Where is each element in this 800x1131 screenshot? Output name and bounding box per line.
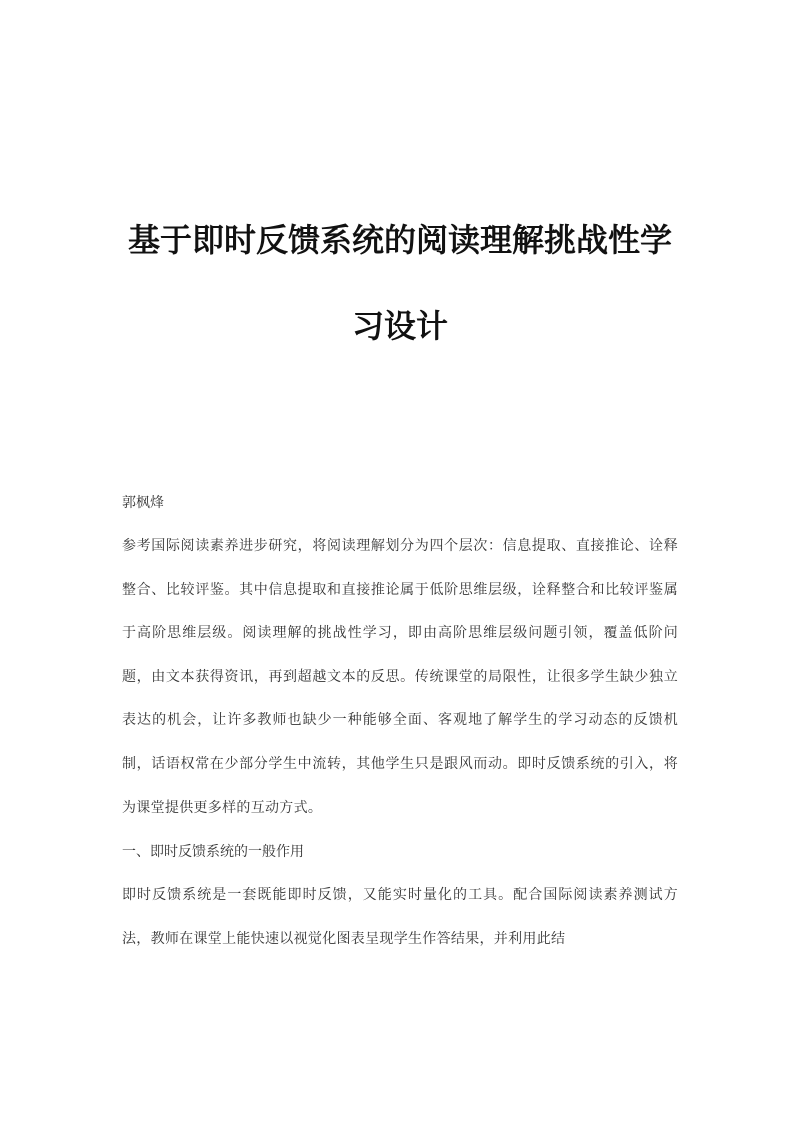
document-title (0, 197, 800, 369)
document-body (122, 481, 678, 961)
author-name: 郭枫烽 (122, 495, 164, 511)
paragraph-section1: 即时反馈系统是一套既能即时反馈，又能实时量化的工具。配合国际阅读素养测试方法，教师在课堂上能快速以视觉化图表呈现学生作答结果，并利用此结 (122, 887, 678, 947)
title-line-2: 习设计 (351, 307, 448, 346)
section-heading: 一、即时反馈系统的一般作用 (122, 844, 304, 861)
paragraph-intro: 参考国际阅读素养进步研究，将阅读理解划分为四个层次：信息提取、直接推论、诠释整合、比较评鉴。其中信息提取和直接推论属于低阶思维层级，诠释整合和比较评鉴属于高阶思维层级。阅读理解的挑战性学习，即由高阶思维层级问题引领，覆盖低阶问题，由文本获得资讯，再到超越文本的反思。传统课堂的局限性，让很多学生缺少独立表达的机会，让许多教师也缺少一种能够全面、客观地了解学生的学习动态的反馈机制，话语权常在少部分学生中流转，其他学生只是跟风而动。即时反馈系统的引入，将为课堂提供更多样的互动方式。 (122, 538, 678, 816)
title-line-1: 基于即时反馈系统的阅读理解挑战性学 (127, 221, 672, 260)
